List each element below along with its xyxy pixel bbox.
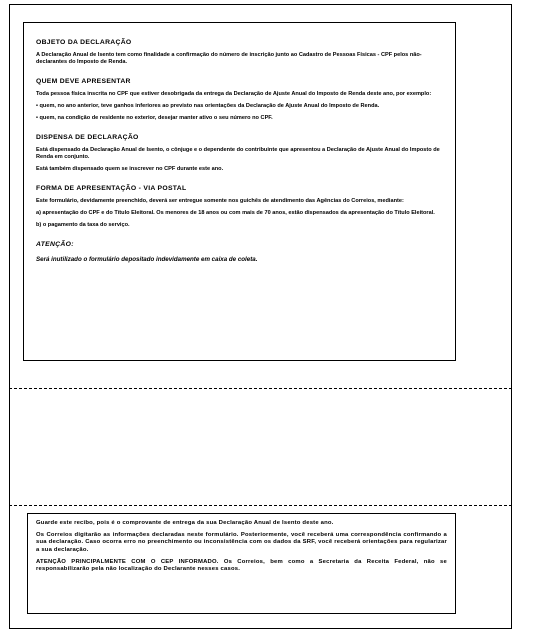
section-objeto: [36, 39, 445, 66]
section-quem-deve: [36, 78, 445, 122]
section-intro-forma: Este formulário, devidamente preenchido, deverá ser entregue somente nos guichês de atendimento das Agências do Correios, mediante:: [36, 198, 404, 204]
section-text-objeto: A Declaração Anual de Isento tem como finalidade a confirmação do número de inscrição junto ao Cadastro de Pessoas Físicas - CPF pelos não-declarantes do Imposto de Renda.: [36, 52, 422, 65]
attention-text: Será inutilizado o formulário depositado indevidamente em caixa de coleta.: [36, 256, 258, 263]
cut-line-bottom: [9, 505, 512, 506]
receipt-paragraph-2: Os Correios digitarão as informações declaradas neste formulário. Posteriormente, você receberá uma correspondência confirmando a sua declaração. Caso ocorra erro no preenchimento ou inconsistência com os dados da SRF, você receberá orientações para regularizar a sua declaração.: [36, 532, 447, 553]
section-dispensa: [36, 134, 445, 173]
attention-title: ATENÇÃO:: [36, 241, 74, 248]
cut-line-top: [9, 388, 512, 389]
section-title-quem-deve: QUEM DEVE APRESENTAR: [36, 78, 131, 85]
section-text-dispensa-2: Está também dispensado quem se inscrever no CPF durante este ano.: [36, 166, 224, 172]
section-forma: [36, 185, 445, 229]
receipt-paragraph-3: ATENÇÃO PRINCIPALMENTE COM O CEP INFORMADO. Os Correios, bem como a Secretaria da Receita Federal, não se responsabilizarão pela não localização do Declarante nesses casos.: [36, 558, 447, 573]
list-item: • quem, no ano anterior, teve ganhos inferiores ao previsto nas orientações da Declaração de Ajuste Anual do Imposto de Renda.: [36, 103, 380, 109]
list-item: a) apresentação do CPF e do Título Eleitoral. Os menores de 18 anos ou com mais de 70 anos, estão dispensados da apresentação do Título Eleitoral.: [36, 210, 435, 216]
receipt-paragraph-1: Guarde este recibo, pois é o comprovante de entrega da sua Declaração Anual de Isento deste ano.: [36, 520, 334, 526]
list-item: b) o pagamento da taxa do serviço.: [36, 222, 130, 228]
list-item: • quem, na condição de residente no exterior, desejar manter ativo o seu número no CPF.: [36, 115, 273, 121]
section-title-objeto: OBJETO DA DECLARAÇÃO: [36, 39, 132, 46]
section-title-dispensa: DISPENSA DE DECLARAÇÃO: [36, 134, 139, 141]
section-title-forma: FORMA DE APRESENTAÇÃO - VIA POSTAL: [36, 185, 187, 192]
instructions-box: [23, 22, 456, 361]
section-atencao: [36, 241, 445, 263]
receipt-box: [27, 513, 456, 614]
section-intro-quem-deve: Toda pessoa física inscrita no CPF que estiver desobrigada da entrega da Declaração de Ajuste Anual do Imposto de Renda deste ano, por exemplo:: [36, 91, 432, 97]
section-text-dispensa-1: Está dispensado da Declaração Anual de Isento, o cônjuge e o dependente do contribuinte que apresentou a Declaração de Ajuste Anual do Imposto de Renda em conjunto.: [36, 147, 440, 160]
